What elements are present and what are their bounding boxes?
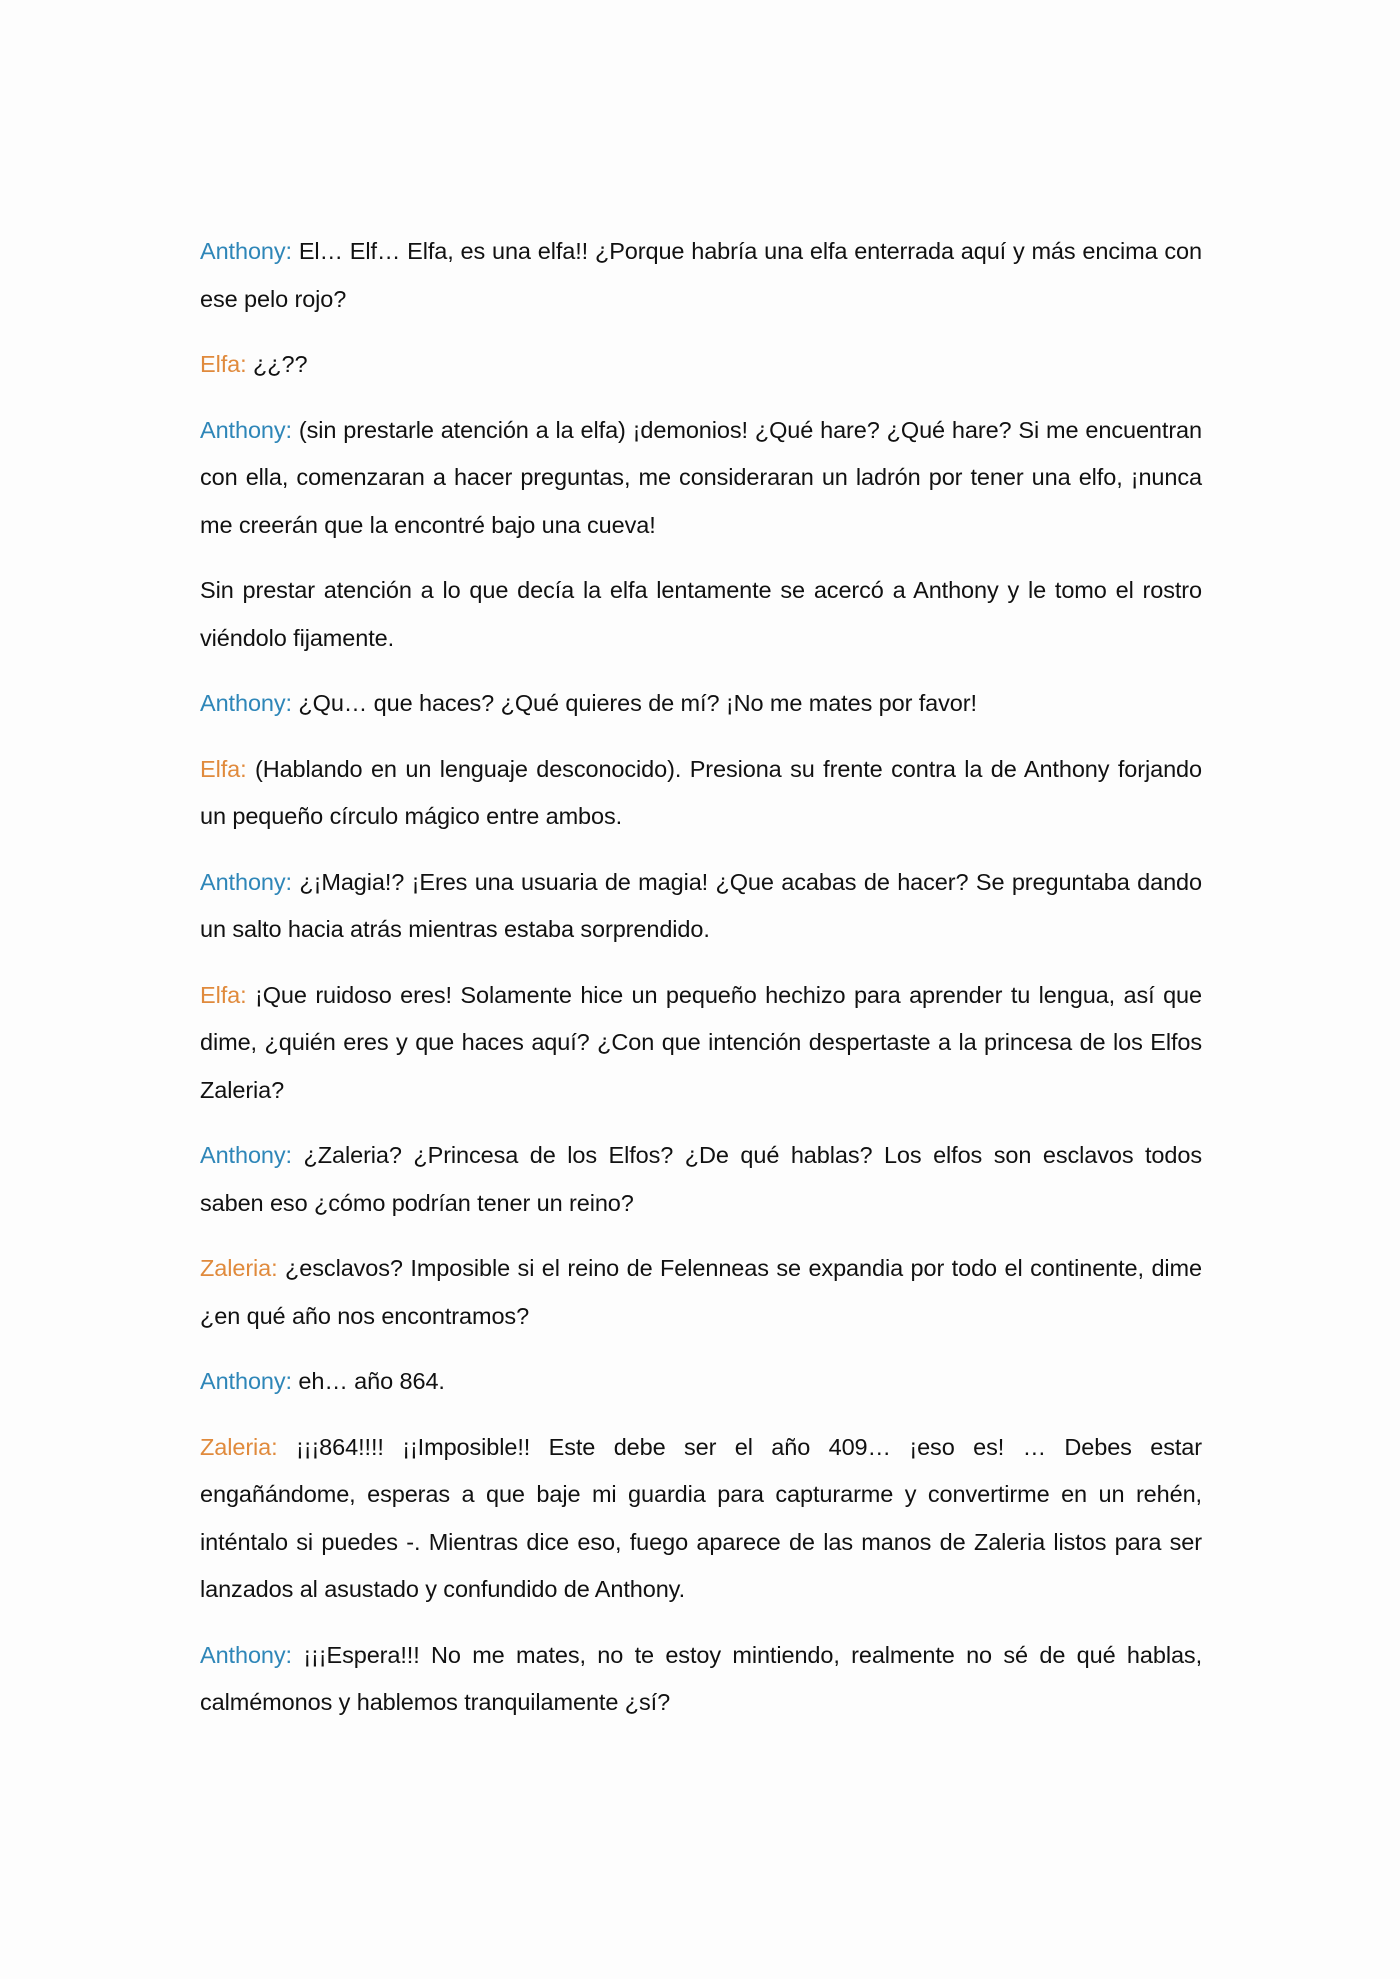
dialogue-paragraph: [200, 680, 1202, 728]
speaker-name-anthony: Anthony:: [200, 238, 292, 264]
speaker-name-anthony: Anthony:: [200, 690, 292, 716]
dialogue-text: ¡¡¡864!!!! ¡¡Imposible!! Este debe ser el año 409… ¡eso es! … Debes estar engañándome, esperas a que baje mi guardia para capturarme y convertirme en un rehén, inténtalo si puedes -. Mientras dice eso, fuego aparece de las manos de Zaleria listos para ser lanzados al asustado y confundido de Anthony.: [200, 1433, 1202, 1602]
dialogue-text: ¿esclavos? Imposible si el reino de Felenneas se expandia por todo el continente, dime ¿en qué año nos encontramos?: [200, 1255, 1202, 1329]
dialogue-paragraph: [200, 341, 1202, 389]
dialogue-text: ¿¿??: [252, 351, 308, 377]
dialogue-paragraph: [200, 1632, 1202, 1727]
dialogue-paragraph: [200, 746, 1202, 841]
dialogue-text: ¿Qu… que haces? ¿Qué quieres de mí? ¡No me mates por favor!: [298, 690, 977, 716]
dialogue-text: El… Elf… Elfa, es una elfa!! ¿Porque habría una elfa enterrada aquí y más encima con ese pelo rojo?: [200, 238, 1202, 312]
dialogue-text: ¿¡Magia!? ¡Eres una usuaria de magia! ¿Que acabas de hacer? Se preguntaba dando un salto hacia atrás mientras estaba sorprendido.: [200, 868, 1202, 942]
speaker-name-zaleria: Zaleria:: [200, 1255, 278, 1281]
speaker-name-elfa: Elfa:: [200, 981, 247, 1008]
speaker-name-anthony: Anthony:: [200, 416, 292, 443]
dialogue-text: ¡Que ruidoso eres! Solamente hice un pequeño hechizo para aprender tu lengua, así que dime, ¿quién eres y que haces aquí? ¿Con que intención despertaste a la princesa de los Elfos Zaleria?: [200, 981, 1202, 1103]
speaker-name-anthony: Anthony:: [200, 1368, 292, 1394]
dialogue-paragraph: [200, 1245, 1202, 1340]
narration-text: Sin prestar atención a lo que decía la elfa lentamente se acercó a Anthony y le tomo el rostro viéndolo fijamente.: [200, 577, 1202, 651]
speaker-name-elfa: Elfa:: [200, 755, 247, 782]
dialogue-text: eh… año 864.: [298, 1368, 445, 1394]
dialogue-text: ¡¡¡Espera!!! No me mates, no te estoy mintiendo, realmente no sé de qué hablas, calmémonos y hablemos tranquilamente ¿sí?: [200, 1641, 1202, 1715]
speaker-name-anthony: Anthony:: [200, 1641, 292, 1668]
dialogue-paragraph: [200, 228, 1202, 323]
narration-paragraph: [200, 567, 1202, 662]
dialogue-paragraph: [200, 1424, 1202, 1614]
speaker-name-zaleria: Zaleria:: [200, 1433, 278, 1460]
document-page: [200, 228, 1202, 1745]
dialogue-paragraph: [200, 1358, 1202, 1406]
speaker-name-anthony: Anthony:: [200, 1142, 292, 1168]
dialogue-text: ¿Zaleria? ¿Princesa de los Elfos? ¿De qué hablas? Los elfos son esclavos todos saben eso ¿cómo podrían tener un reino?: [200, 1142, 1202, 1216]
dialogue-text: (Hablando en un lenguaje desconocido). Presiona su frente contra la de Anthony forjando un pequeño círculo mágico entre ambos.: [200, 755, 1202, 829]
speaker-name-anthony: Anthony:: [200, 868, 292, 895]
dialogue-paragraph: [200, 1132, 1202, 1227]
dialogue-paragraph: [200, 859, 1202, 954]
speaker-name-elfa: Elfa:: [200, 351, 247, 377]
dialogue-paragraph: [200, 972, 1202, 1115]
dialogue-paragraph: [200, 407, 1202, 550]
dialogue-text: (sin prestarle atención a la elfa) ¡demonios! ¿Qué hare? ¿Qué hare? Si me encuentran con ella, comenzaran a hacer preguntas, me consideraran un ladrón por tener una elfo, ¡nunca me creerán que la encontré bajo una cueva!: [200, 416, 1202, 538]
